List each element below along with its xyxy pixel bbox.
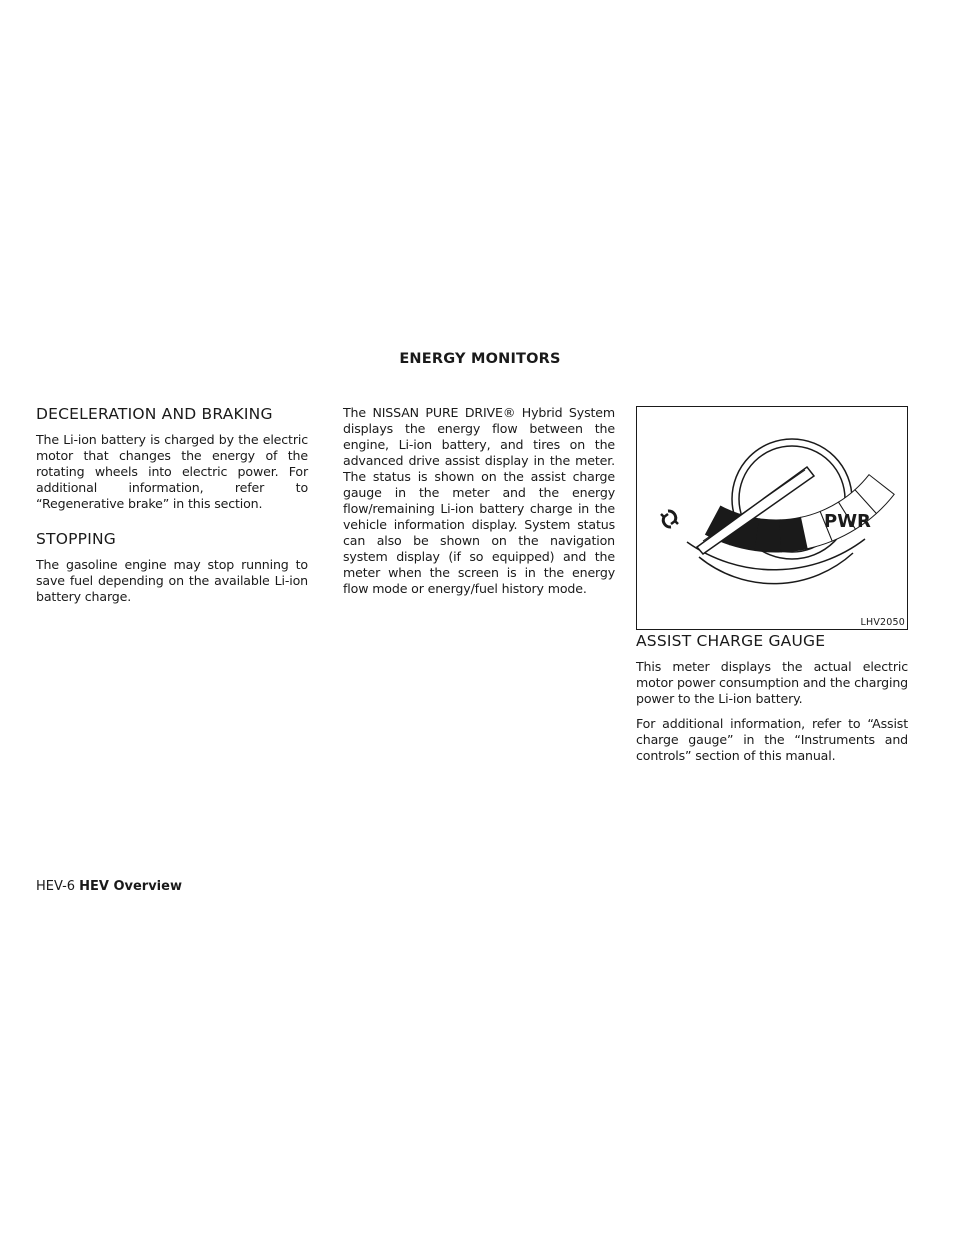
regen-arrows-icon bbox=[661, 511, 678, 527]
paragraph-pure-drive: The NISSAN PURE DRIVE® Hybrid System displays the energy flow between the engine, Li-ion battery, and tires on the advanced drive assist display in the meter. The status is shown on the assist charge gauge in the meter and the energy flow/remaining Li-ion battery charge in the vehicle information display. System status can also be shown on the navigation system display (if so equipped) and the meter when the screen is in the energy flow mode or energy/fuel history mode. bbox=[343, 405, 615, 596]
heading-stopping: STOPPING bbox=[36, 530, 116, 548]
heading-assist-charge-gauge: ASSIST CHARGE GAUGE bbox=[636, 632, 826, 650]
page-number: HEV-6 bbox=[36, 879, 76, 894]
gauge-illustration bbox=[637, 407, 907, 629]
paragraph-assist-1: This meter displays the actual electric motor power consumption and the charging power to the Li-ion battery. bbox=[636, 659, 908, 706]
figure-code: LHV2050 bbox=[860, 617, 905, 628]
pwr-label: PWR bbox=[824, 511, 871, 532]
paragraph-stopping: The gasoline engine may stop running to save fuel depending on the available Li-ion battery charge. bbox=[36, 557, 308, 604]
page-footer bbox=[36, 879, 182, 894]
column-right bbox=[636, 632, 908, 773]
chapter-title: HEV Overview bbox=[79, 879, 182, 894]
gauge-segment-filled bbox=[755, 519, 781, 552]
column-middle bbox=[343, 405, 615, 606]
paragraph-assist-2: For additional information, refer to “Assist charge gauge” in the “Instruments and controls” section of this manual. bbox=[636, 716, 908, 763]
heading-deceleration: DECELERATION AND BRAKING bbox=[36, 405, 273, 423]
paragraph-deceleration: The Li-ion battery is charged by the electric motor that changes the energy of the rotating wheels into electric power. For additional information, refer to “Regenerative brake” in this section. bbox=[36, 432, 308, 511]
assist-charge-gauge-figure bbox=[636, 406, 908, 630]
column-left bbox=[36, 405, 308, 614]
section-title: ENERGY MONITORS bbox=[399, 351, 561, 367]
